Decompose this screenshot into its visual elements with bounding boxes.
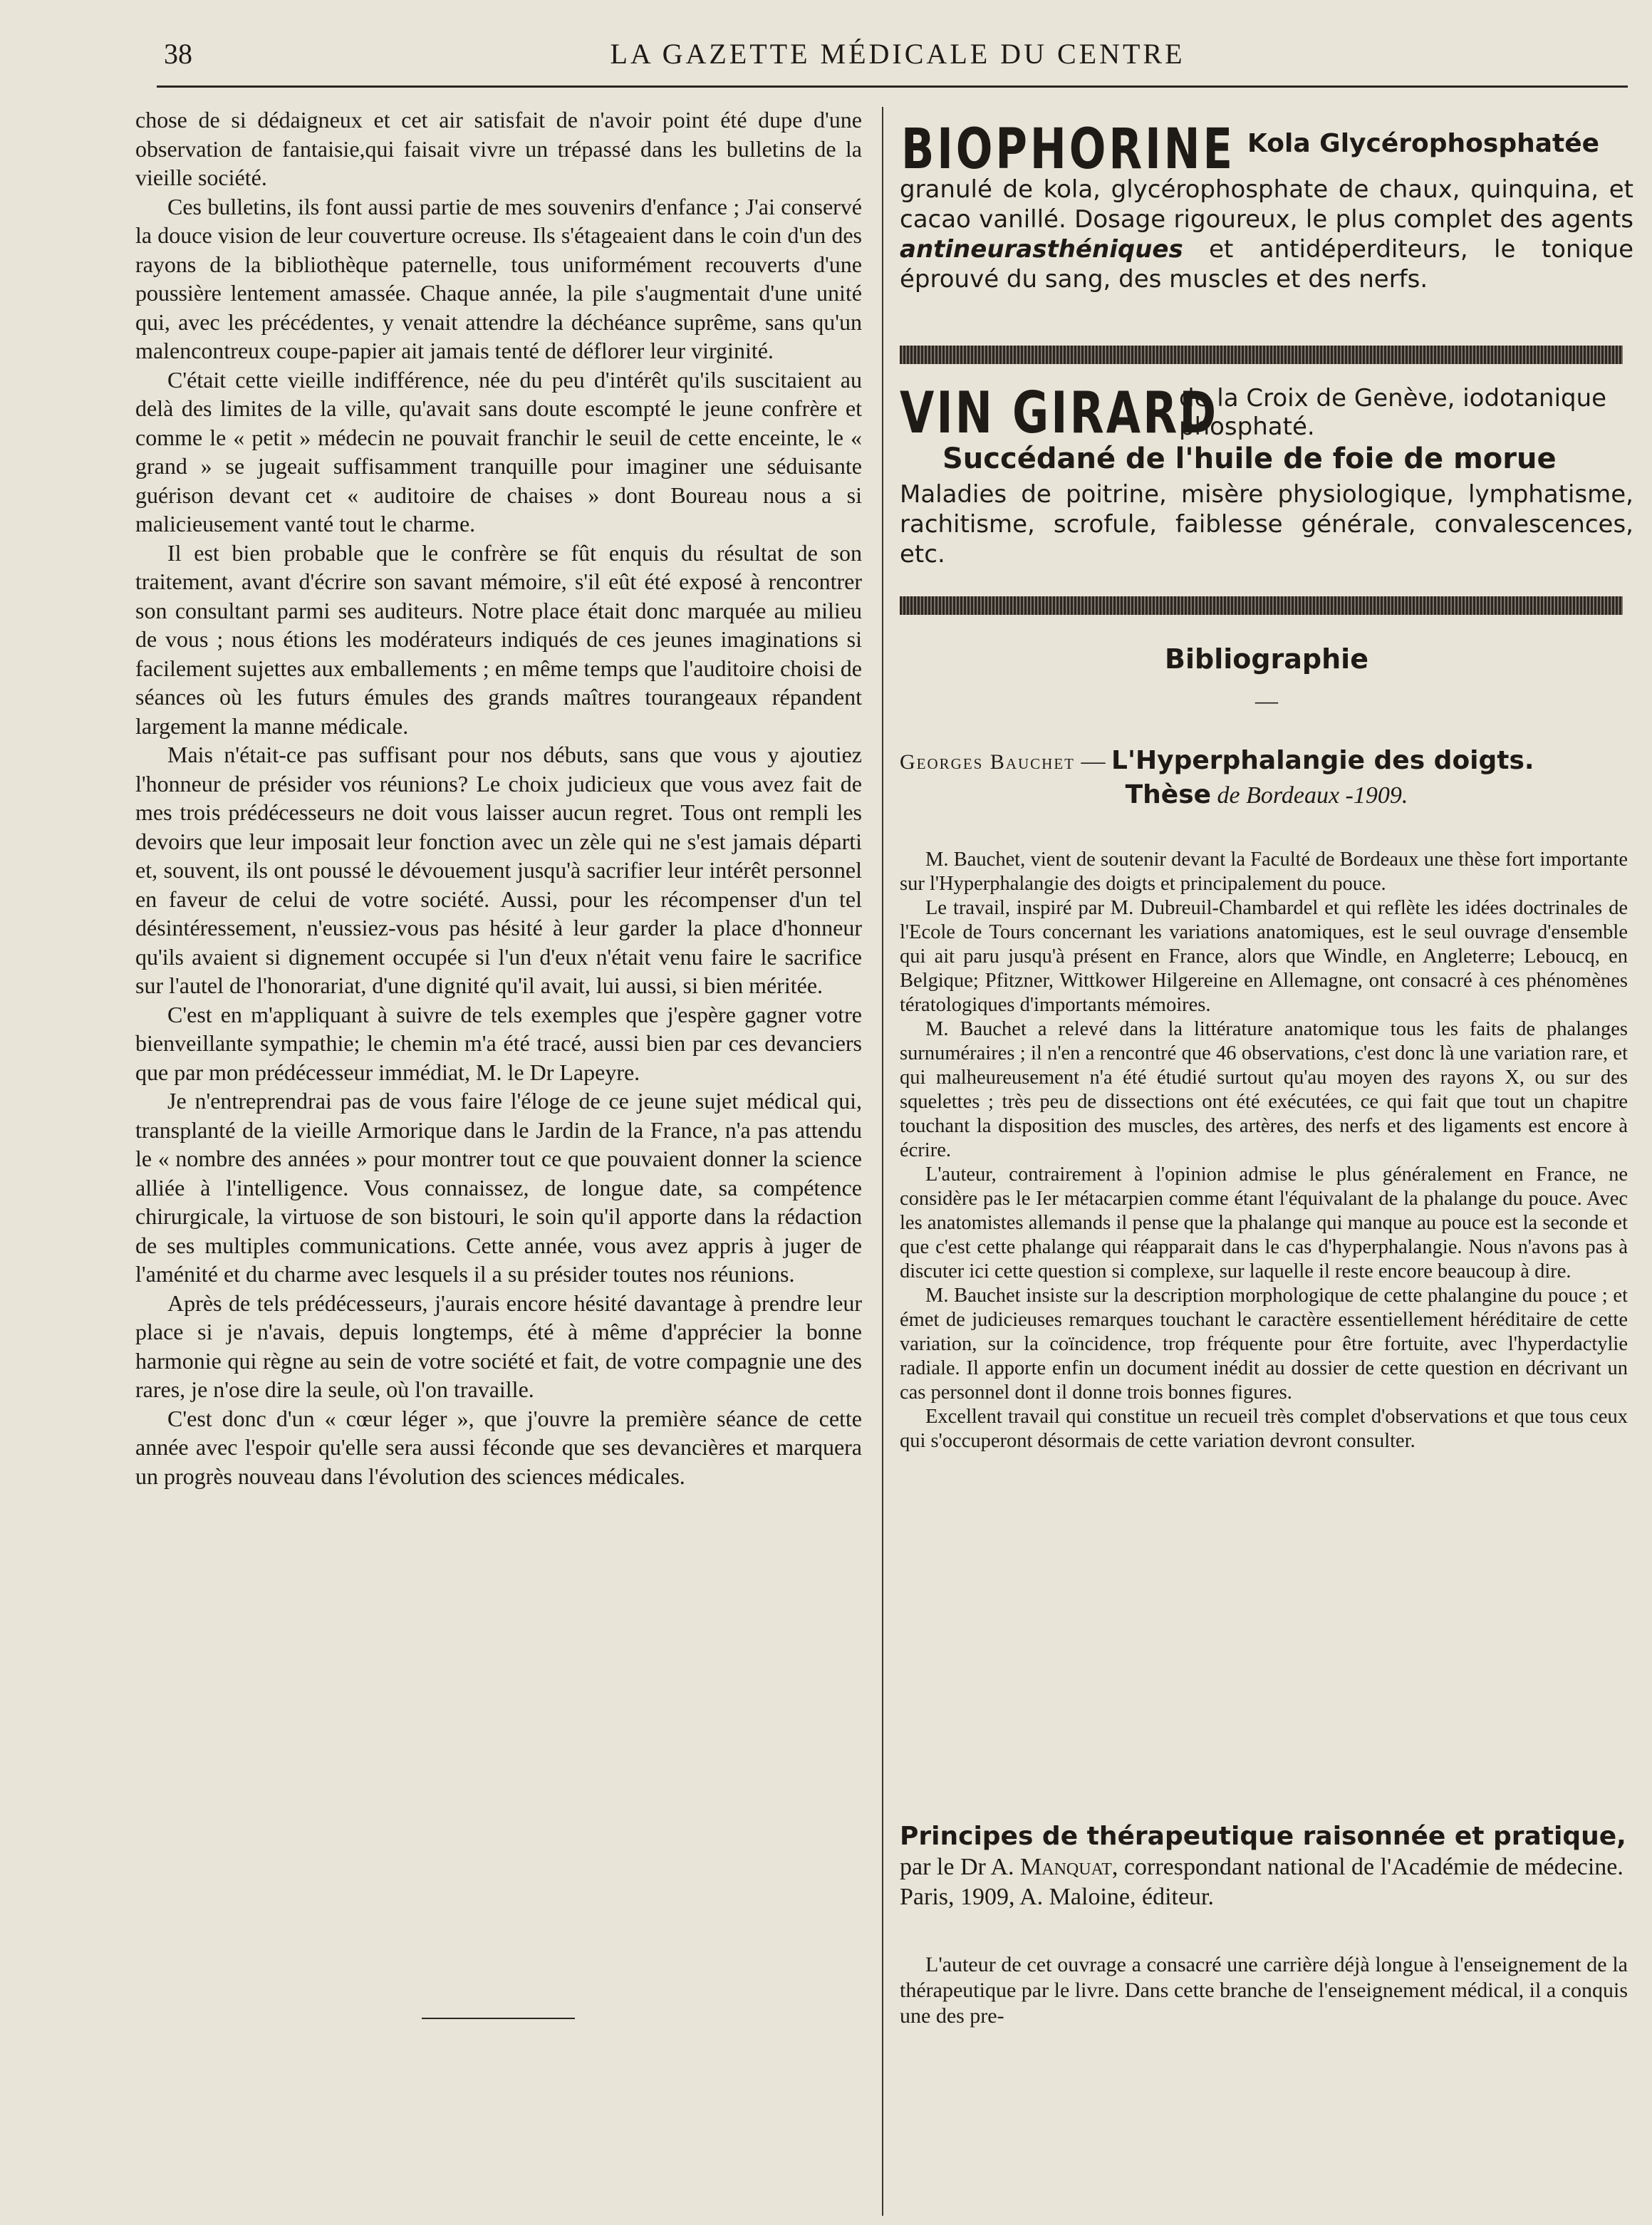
ad-body: Maladies de poitrine, misère physiologique, lymphatisme, rachitisme, scrofule, faiblesse générale, convalescences, etc.: [900, 480, 1633, 569]
ad-tagline: Succédané de l'huile de foie de morue: [942, 442, 1557, 475]
article-paragraph: chose de si dédaigneux et cet air satisfait de n'avoir point été dupe d'une observation de fantaisie,qui faisait vivre un trépassé dans les bulletins de la vieille société.: [135, 107, 862, 190]
review-separator: —: [1075, 748, 1112, 774]
ad-brand: VIN GIRARD: [900, 380, 1219, 446]
review-paragraph: Le travail, inspiré par M. Dubreuil-Chambardel et qui reflète les idées doctrinales de l'Ecole de Tours concernant les variations anatomiques, est le seul ouvrage d'ensemble qui ait paru jusqu'à présent en France, alors que Windle, en Angleterre; Leboucq, en Belgique; Pfitzner, Wittkower Hilgereine en Allemagne, ont consacré à ces phénomènes tératologiques d'importants mémoires.: [900, 897, 1628, 1016]
section-dash: —: [1255, 688, 1278, 713]
running-title: LA GAZETTE MÉDICALE DU CENTRE: [610, 38, 1185, 70]
review-author: Georges Bauchet: [900, 750, 1076, 774]
ad-separator-band: [900, 596, 1623, 615]
article-paragraph: Je n'entreprendrai pas de vous faire l'éloge de ce jeune sujet médical qui, transplanté de la vieille Armorique dans le Jardin de la France, n'a pas attendu le « nombre des années » pour montrer tout ce que pouvaient donner la science alliée à l'intelligence. Vous connaissez, de longue date, sa compétence chirurgicale, la virtuose de son bistouri, le soin qu'il apporte dans la rédaction de ses multiples communications. Cette année, vous avez appris à juger de l'aménité et du charme avec lesquels il a su présider toutes nos réunions.: [135, 1088, 862, 1287]
article-end-rule: [422, 2018, 575, 2019]
ad-subtitle: de la Croix de Genève, iodotanique phosphaté.: [1179, 384, 1607, 441]
article-paragraph: Après de tels prédécesseurs, j'aurais encore hésité davantage à prendre leur place si je n'avais, depuis longtemps, été à même d'apprécier la bonne harmonie qui règne au sein de votre société et fait, de votre compagnie une des rares, je n'ose dire la seule, où l'on travaille.: [135, 1290, 862, 1402]
review-title: L'Hyperphalangie des doigts.: [1111, 746, 1534, 775]
article-paragraph: C'était cette vieille indifférence, née du peu d'intérêt qu'ils suscitaient au delà des limites de la ville, qu'avait sans doute escompté le jeune confrère et comme le « petit » médecin ne pouvait franchir le seuil de cette enceinte, le « grand » se jugeait suffisamment tranquille pour imaginer une séduisante guérison devant cet « auditoire de chaises » dont Boureau nous a si malicieusement vanté tout le charme.: [135, 366, 862, 536]
review-paragraph: M. Bauchet a relevé dans la littérature anatomique tous les faits de phalanges surnuméraires ; il n'en a rencontré que 46 observations, c'est donc là une variation rare, et qui malheureusement n'a été étudié surtout qu'au moyen des rayons X, ou sur des squelettes ; très peu de dissections ont été exécutées, ce qui fait que tout un chapitre touchant la disposition des muscles, des artères, des nerfs et des ligaments est encore à écrire.: [900, 1018, 1628, 1161]
review-heading: [900, 745, 1633, 812]
header-rule: [157, 85, 1628, 88]
review-author: Manquat: [1020, 1854, 1112, 1880]
article-paragraph: Il est bien probable que le confrère se fût enquis du résultat de son traitement, avant d'écrire son savant mémoire, s'il eût été exposé à rencontrer son consultant parmi ses auditeurs. Notre place était donc marquée au milieu de vous ; nous étions les modérateurs indiqués de ces jeunes imaginations si facilement sujettes aux emballements ; en même temps que l'auditoire choisi de séances où les futurs émules des grands maîtres tourangeaux répandent largement la manne médicale.: [135, 539, 862, 739]
page-number: 38: [164, 38, 192, 70]
ad-body-emphasis: antineurasthéniques: [900, 235, 1183, 264]
left-column-article: [135, 105, 862, 1490]
review-paragraph: Excellent travail qui constitue un recueil très complet d'observations et que tous ceux qui s'occuperont désormais de cette variation devront consulter.: [900, 1406, 1628, 1452]
article-paragraph: Ces bulletins, ils font aussi partie de mes souvenirs d'enfance ; J'ai conservé la douce vision de leur couverture ocreuse. Ils s'étageaient dans le coin d'un des rayons de la bibliothèque paternelle, tous uniformément recouverts d'une poussière lentement amassée. Chaque année, la pile s'augmentait d'une unité qui, avec les précédentes, y venait attendre la déchéance suprême, sans qu'un malencontreux coupe-papier ait jamais tenté de déflorer leur virginité.: [135, 193, 862, 363]
these-source: de Bordeaux -1909.: [1211, 782, 1408, 809]
article-paragraph: C'est donc d'un « cœur léger », que j'ouvre la première séance de cette année avec l'espoir qu'elle sera aussi féconde que ses devancières et marquera un progrès nouveau dans l'évolution des sciences médicales.: [135, 1405, 862, 1489]
review-heading: [900, 1822, 1633, 1912]
review-title: Principes de thérapeutique raisonnée et pratique,: [900, 1822, 1626, 1851]
section-heading: Bibliographie: [1165, 643, 1368, 675]
ad-separator-band: [900, 346, 1623, 364]
review-byline: , correspondant national de l'Académie de médecine. Paris, 1909, A. Maloine, éditeur.: [900, 1854, 1624, 1910]
ad-body: [900, 175, 1633, 294]
ad-body-text: granulé de kola, glycérophosphate de chaux, quinquina, et cacao vanillé. Dosage rigoureux, le plus complet des agents: [900, 175, 1633, 234]
review-byline: par le Dr A.: [900, 1854, 1021, 1880]
these-label: Thèse: [1125, 780, 1212, 809]
article-paragraph: C'est en m'appliquant à suivre de tels exemples que j'espère gagner votre bienveillante sympathie; le chemin m'a été tracé, aussi bien par ces devanciers que par mon prédécesseur immédiat, M. le Dr Lapeyre.: [135, 1001, 862, 1085]
review-paragraph: M. Bauchet insiste sur la description morphologique de cette phalangine du pouce ; et émet de judicieuses remarques touchant le caractère essentiellement héréditaire de cette variation, sur la coïncidence, trop fréquente pour être fortuite, avec l'hyperdactylie radiale. Il apporte enfin un document inédit au dossier de cette question en décrivant un cas personnel dont il donne trois bonnes figures.: [900, 1285, 1628, 1404]
review-paragraph: M. Bauchet, vient de soutenir devant la Faculté de Bordeaux une thèse fort importante sur l'Hyperphalangie des doigts et principalement du pouce.: [900, 849, 1628, 895]
review-body: [900, 848, 1628, 1453]
review-source: [900, 779, 1633, 812]
review-paragraph: L'auteur, contrairement à l'opinion admise le plus généralement en France, ne considère pas le Ier métacarpien comme étant l'équivalant de la phalange du pouce. Avec les anatomistes allemands il pense que la phalange qui manque au pouce est la seconde et que c'est cette phalange qui réapparait dans le cas d'hyperphalangie. Nous n'avons pas à discuter ici cette question si complexe, sur laquelle il reste encore beaucoup à dire.: [900, 1163, 1628, 1282]
review-paragraph: L'auteur de cet ouvrage a consacré une carrière déjà longue à l'enseignement de la thérapeutique par le livre. Dans cette branche de l'enseignement médical, il a conquis une des pre-: [900, 1953, 1628, 2028]
column-divider: [882, 107, 883, 2216]
ad-body-text: et antidéperditeurs, le tonique éprouvé du sang, des muscles et des nerfs.: [900, 235, 1633, 294]
ad-subtitle: Kola Glycérophosphatée: [1247, 129, 1600, 158]
ad-brand: BIOPHORINE: [901, 118, 1235, 182]
article-paragraph: Mais n'était-ce pas suffisant pour nos débuts, sans que vous y ajoutiez l'honneur de présider vos réunions? Le choix judicieux que vous avez fait de mes trois prédécesseurs ne doit vous laisser aucun regret. Tous ont rempli les devoirs que leur imposait leur fonction avec un zèle qui ne s'est jamais départi et, souvent, ils ont poussé le dévouement jusqu'à sacrifier leur intérêt personnel en faveur de celui de votre société. Aussi, pour les récompenser d'un tel désintéressement, n'eussiez-vous pas hésité à leur garder la place d'honneur qu'ils avaient si dignement occupée si l'un d'eux n'était venu faire le sacrifice sur l'autel de l'honorariat, d'une dignité qu'il avait, lui aussi, si bien méritée.: [135, 742, 862, 998]
page-header: [164, 31, 1631, 81]
review-body: [900, 1952, 1628, 2029]
